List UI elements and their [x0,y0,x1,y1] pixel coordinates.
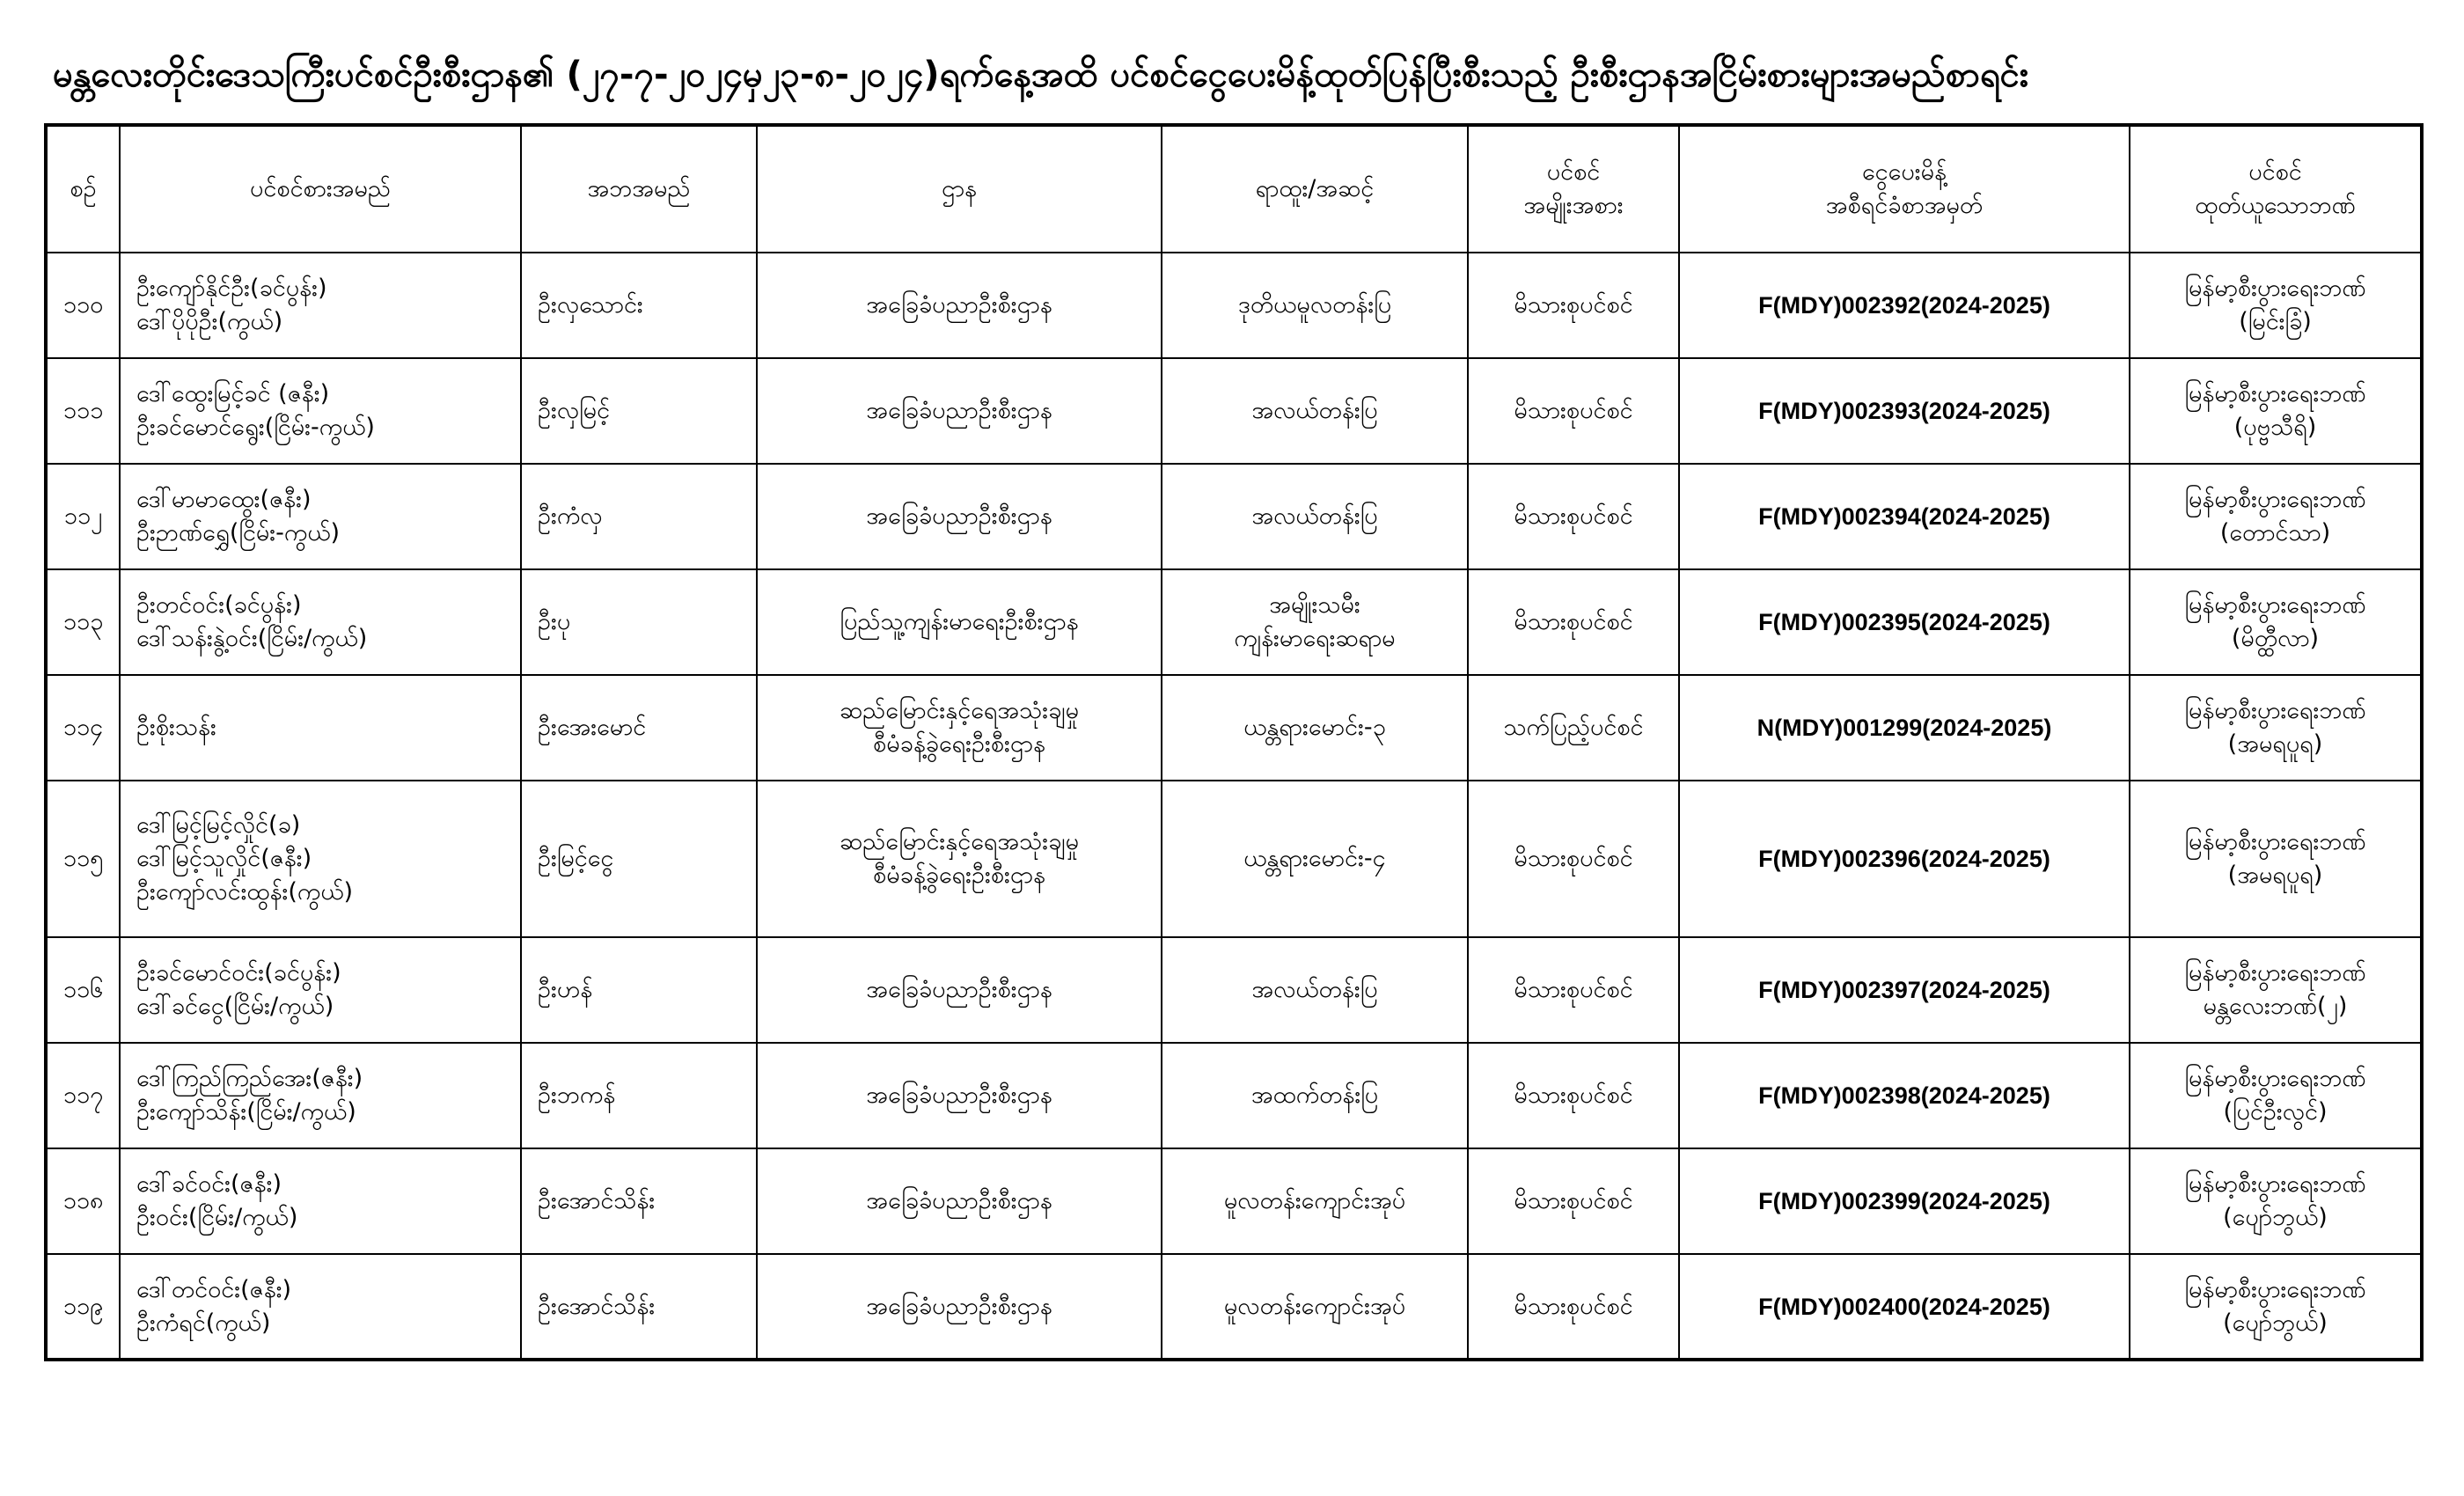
bank-line: (အမရပူရ) [2227,862,2323,889]
cell-permit-no: F(MDY)002398(2024-2025) [1679,1043,2130,1148]
rank-line: ယန္တရားမောင်း-၃ [1243,714,1386,741]
header-line: ပင်စင် [2248,158,2302,186]
name-line: ဦးကျော်နိုင်ဦး(ခင်ပွန်း) [136,275,327,302]
bank-line: (မြင်းခြံ) [2239,308,2312,335]
bank-line: မြန်မာ့စီးပွားရေးဘဏ် [2184,1275,2366,1303]
cell-father-name: ဦးလှသောင်း [521,253,757,358]
cell-pensioner-name [120,1254,521,1360]
cell-pension-type: မိသားစုပင်စင် [1468,464,1679,569]
cell-department [757,937,1162,1043]
cell-rank [1162,781,1468,937]
cell-rank [1162,1148,1468,1254]
cell-issuing-bank [2130,1254,2422,1360]
cell-department [757,253,1162,358]
cell-pension-type: မိသားစုပင်စင် [1468,1043,1679,1148]
bank-line: မြန်မာ့စီးပွားရေးဘဏ် [2184,828,2366,855]
bank-line: (ပုဗ္ဗသီရိ) [2233,414,2317,441]
header-line: အမျိုးအစား [1523,192,1624,219]
cell-father-name: ဦးအောင်သိန်း [521,1148,757,1254]
name-line: ဦးခင်မောင်ရွေး(ငြိမ်း-ကွယ်) [136,414,375,441]
cell-rank [1162,1254,1468,1360]
rank-line: အလယ်တန်းပြ [1251,397,1378,424]
cell-issuing-bank [2130,253,2422,358]
cell-pension-type: မိသားစုပင်စင် [1468,1254,1679,1360]
cell-pension-type: မိသားစုပင်စင် [1468,937,1679,1043]
header-issuing-bank [2130,125,2422,253]
name-line: ဦးခင်မောင်ဝင်း(ခင်ပွန်း) [136,959,341,986]
table-row [46,1043,2422,1148]
cell-pensioner-name [120,937,521,1043]
cell-father-name: ဦးကံလှ [521,464,757,569]
bank-line: (ပြင်ဦးလွင်) [2223,1098,2328,1126]
cell-pension-type: သက်ပြည့်ပင်စင် [1468,675,1679,781]
rank-line: မူလတန်းကျောင်းအုပ် [1223,1187,1406,1214]
table-row [46,675,2422,781]
name-line: ဒေါ်မြင့်မြင့်လှိုင်(ခ) [136,811,301,839]
cell-issuing-bank [2130,569,2422,675]
cell-issuing-bank [2130,937,2422,1043]
header-father-name [521,125,757,253]
dept-line: အခြေခံပညာဦးစီးဌာန [866,291,1052,319]
bank-line: (ပျော်ဘွယ်) [2223,1309,2328,1337]
table-row [46,1254,2422,1360]
cell-department [757,675,1162,781]
header-line: အဘအမည် [587,175,691,202]
cell-pensioner-name [120,253,521,358]
dept-line: အခြေခံပညာဦးစီးဌာန [866,976,1052,1003]
name-line: ဒေါ်ခင်ဝင်း(ဇနီး) [136,1170,282,1198]
rank-line: ယန္တရားမောင်း-၄ [1243,845,1386,872]
cell-pension-type: မိသားစုပင်စင် [1468,781,1679,937]
bank-line: (ပျော်ဘွယ်) [2223,1204,2328,1231]
cell-serial-no: ၁၁၆ [46,937,120,1043]
name-line: ဦးစိုးသန်း [136,714,216,741]
header-line: ဌာန [941,175,978,202]
cell-father-name: ဦးလှမြင့် [521,358,757,464]
header-row [46,125,2422,253]
name-line: ဒေါ်ထွေးမြင့်ခင် (ဇနီး) [136,380,330,407]
cell-permit-no: F(MDY)002396(2024-2025) [1679,781,2130,937]
header-permit-no [1679,125,2130,253]
header-line: အစီရင်ခံစာအမှတ် [1825,192,1984,219]
cell-rank [1162,1043,1468,1148]
name-line: ဒေါ်မာမာထွေး(ဇနီး) [136,486,312,513]
name-line: ဦးဉာဏ်ရွှေ(ငြိမ်း-ကွယ်) [136,519,341,546]
name-line: ဦးတင်ဝင်း(ခင်ပွန်း) [136,591,302,619]
cell-issuing-bank [2130,1043,2422,1148]
cell-issuing-bank [2130,675,2422,781]
table-row [46,1148,2422,1254]
name-line: ဒေါ်ခင်ငွေ(ငြိမ်း/ကွယ်) [136,993,334,1020]
cell-pension-type: မိသားစုပင်စင် [1468,1148,1679,1254]
rank-line: အလယ်တန်းပြ [1251,502,1378,530]
cell-pension-type: မိသားစုပင်စင် [1468,569,1679,675]
cell-department [757,1148,1162,1254]
cell-serial-no: ၁၁၄ [46,675,120,781]
cell-rank [1162,675,1468,781]
cell-serial-no: ၁၁၉ [46,1254,120,1360]
cell-serial-no: ၁၁၃ [46,569,120,675]
cell-father-name: ဦးအောင်သိန်း [521,1254,757,1360]
bank-line: မြန်မာ့စီးပွားရေးဘဏ် [2184,959,2366,986]
cell-permit-no: F(MDY)002395(2024-2025) [1679,569,2130,675]
cell-rank [1162,253,1468,358]
header-line: စဉ် [70,175,97,202]
cell-rank [1162,569,1468,675]
rank-line: အမျိုးသမီး [1269,591,1360,619]
name-line: ဒေါ်သန်းနွဲ့ဝင်း(ငြိမ်း/ကွယ်) [136,625,368,652]
rank-line: မူလတန်းကျောင်းအုပ် [1223,1292,1406,1320]
cell-serial-no: ၁၁၅ [46,781,120,937]
cell-pensioner-name [120,675,521,781]
header-line: ငွေပေးမိန့် [1862,158,1947,186]
dept-line: ဆည်မြောင်းနှင့်ရေအသုံးချမှု [839,697,1079,724]
rank-line: အထက်တန်းပြ [1250,1082,1379,1109]
header-line: ထုတ်ယူသောဘဏ် [2195,192,2356,219]
dept-line: အခြေခံပညာဦးစီးဌာန [866,397,1052,424]
cell-father-name: ဦးဟန် [521,937,757,1043]
cell-department [757,464,1162,569]
header-rank [1162,125,1468,253]
cell-department [757,1254,1162,1360]
cell-serial-no: ၁၁၈ [46,1148,120,1254]
table-body [46,253,2422,1360]
cell-permit-no: F(MDY)002392(2024-2025) [1679,253,2130,358]
name-line: ဒေါ်တင်ဝင်း(ဇနီး) [136,1275,292,1303]
cell-issuing-bank [2130,1148,2422,1254]
cell-pensioner-name [120,1043,521,1148]
dept-line: စီမံခန့်ခွဲရေးဦးစီးဌာန [873,730,1045,758]
cell-permit-no: F(MDY)002400(2024-2025) [1679,1254,2130,1360]
cell-permit-no: F(MDY)002399(2024-2025) [1679,1148,2130,1254]
header-line: ရာထူး/အဆင့် [1255,175,1375,202]
table-header [46,125,2422,253]
name-line: ဒေါ်ကြည်ကြည်အေး(ဇနီး) [136,1065,363,1092]
bank-line: မြန်မာ့စီးပွားရေးဘဏ် [2184,486,2366,513]
bank-line: (တောင်သာ) [2219,519,2331,546]
table-row [46,781,2422,937]
dept-line: ပြည်သူ့ကျန်းမာရေးဦးစီးဌာန [840,608,1079,635]
table-row [46,253,2422,358]
rank-line: ဒုတိယမူလတန်းပြ [1237,291,1392,319]
bank-line: မြန်မာ့စီးပွားရေးဘဏ် [2184,380,2366,407]
bank-line: မြန်မာ့စီးပွားရေးဘဏ် [2184,591,2366,619]
header-pensioner-name [120,125,521,253]
cell-pensioner-name [120,781,521,937]
cell-father-name: ဦးဘကန် [521,1043,757,1148]
cell-issuing-bank [2130,781,2422,937]
cell-serial-no: ၁၁၇ [46,1043,120,1148]
cell-pension-type: မိသားစုပင်စင် [1468,358,1679,464]
header-line: ပင်စင် [1546,158,1601,186]
table-row [46,937,2422,1043]
rank-line: ကျန်းမာရေးဆရာမ [1234,625,1396,652]
cell-father-name: ဦးအေးမောင် [521,675,757,781]
cell-permit-no: F(MDY)002397(2024-2025) [1679,937,2130,1043]
name-line: ဒေါ်ပိုပိုဦး(ကွယ်) [136,308,283,335]
cell-rank [1162,464,1468,569]
cell-serial-no: ၁၁၂ [46,464,120,569]
table-row [46,358,2422,464]
header-department [757,125,1162,253]
cell-father-name: ဦးပု [521,569,757,675]
cell-father-name: ဦးမြင့်ငွေ [521,781,757,937]
cell-rank [1162,358,1468,464]
cell-permit-no: N(MDY)001299(2024-2025) [1679,675,2130,781]
cell-pensioner-name [120,358,521,464]
cell-pensioner-name [120,1148,521,1254]
bank-line: မန္တလေးဘဏ်(၂) [2203,993,2348,1020]
page-title: မန္တလေးတိုင်းဒေသကြီးပင်စင်ဦးစီးဌာန၏ (၂၇-၇-၂၀၂၄မှ၂၃-၈-၂၀၂၄)ရက်နေ့အထိ ပင်စင်ငွေပေးမိန့်ထုတ်ပြန်ပြီးစီးသည့် ဦးစီးဌာနအငြိမ်းစားများအမည်စာရင်း [53,55,2029,95]
cell-department [757,1043,1162,1148]
header-pension-type [1468,125,1679,253]
dept-line: အခြေခံပညာဦးစီးဌာန [866,1292,1052,1320]
cell-permit-no: F(MDY)002394(2024-2025) [1679,464,2130,569]
name-line: ဦးဝင်း(ငြိမ်း/ကွယ်) [136,1204,298,1231]
header-line: ပင်စင်စားအမည် [250,175,391,202]
cell-permit-no: F(MDY)002393(2024-2025) [1679,358,2130,464]
name-line: ဦးကံရင်(ကွယ်) [136,1309,271,1337]
name-line: ဒေါ်မြင့်သူလှိုင်(ဇနီး) [136,845,312,872]
header-serial-no [46,125,120,253]
cell-issuing-bank [2130,358,2422,464]
cell-serial-no: ၁၁၀ [46,253,120,358]
name-line: ဦးကျော်လင်းထွန်း(ကွယ်) [136,878,354,906]
bank-line: မြန်မာ့စီးပွားရေးဘဏ် [2184,275,2366,302]
bank-line: (မိတ္ထီလာ) [2231,625,2320,652]
cell-serial-no: ၁၁၁ [46,358,120,464]
dept-line: အခြေခံပညာဦးစီးဌာန [866,1082,1052,1109]
cell-rank [1162,937,1468,1043]
bank-line: (အမရပူရ) [2227,730,2323,758]
cell-issuing-bank [2130,464,2422,569]
cell-pensioner-name [120,464,521,569]
table-row [46,569,2422,675]
cell-department [757,781,1162,937]
dept-line: စီမံခန့်ခွဲရေးဦးစီးဌာန [873,862,1045,889]
dept-line: အခြေခံပညာဦးစီးဌာန [866,1187,1052,1214]
cell-pensioner-name [120,569,521,675]
pension-table [44,123,2424,1361]
table-row [46,464,2422,569]
dept-line: အခြေခံပညာဦးစီးဌာန [866,502,1052,530]
dept-line: ဆည်မြောင်းနှင့်ရေအသုံးချမှု [839,828,1079,855]
cell-pension-type: မိသားစုပင်စင် [1468,253,1679,358]
cell-department [757,358,1162,464]
bank-line: မြန်မာ့စီးပွားရေးဘဏ် [2184,697,2366,724]
bank-line: မြန်မာ့စီးပွားရေးဘဏ် [2184,1065,2366,1092]
bank-line: မြန်မာ့စီးပွားရေးဘဏ် [2184,1170,2366,1198]
cell-department [757,569,1162,675]
name-line: ဦးကျော်သိန်း(ငြိမ်း/ကွယ်) [136,1098,356,1126]
rank-line: အလယ်တန်းပြ [1251,976,1378,1003]
